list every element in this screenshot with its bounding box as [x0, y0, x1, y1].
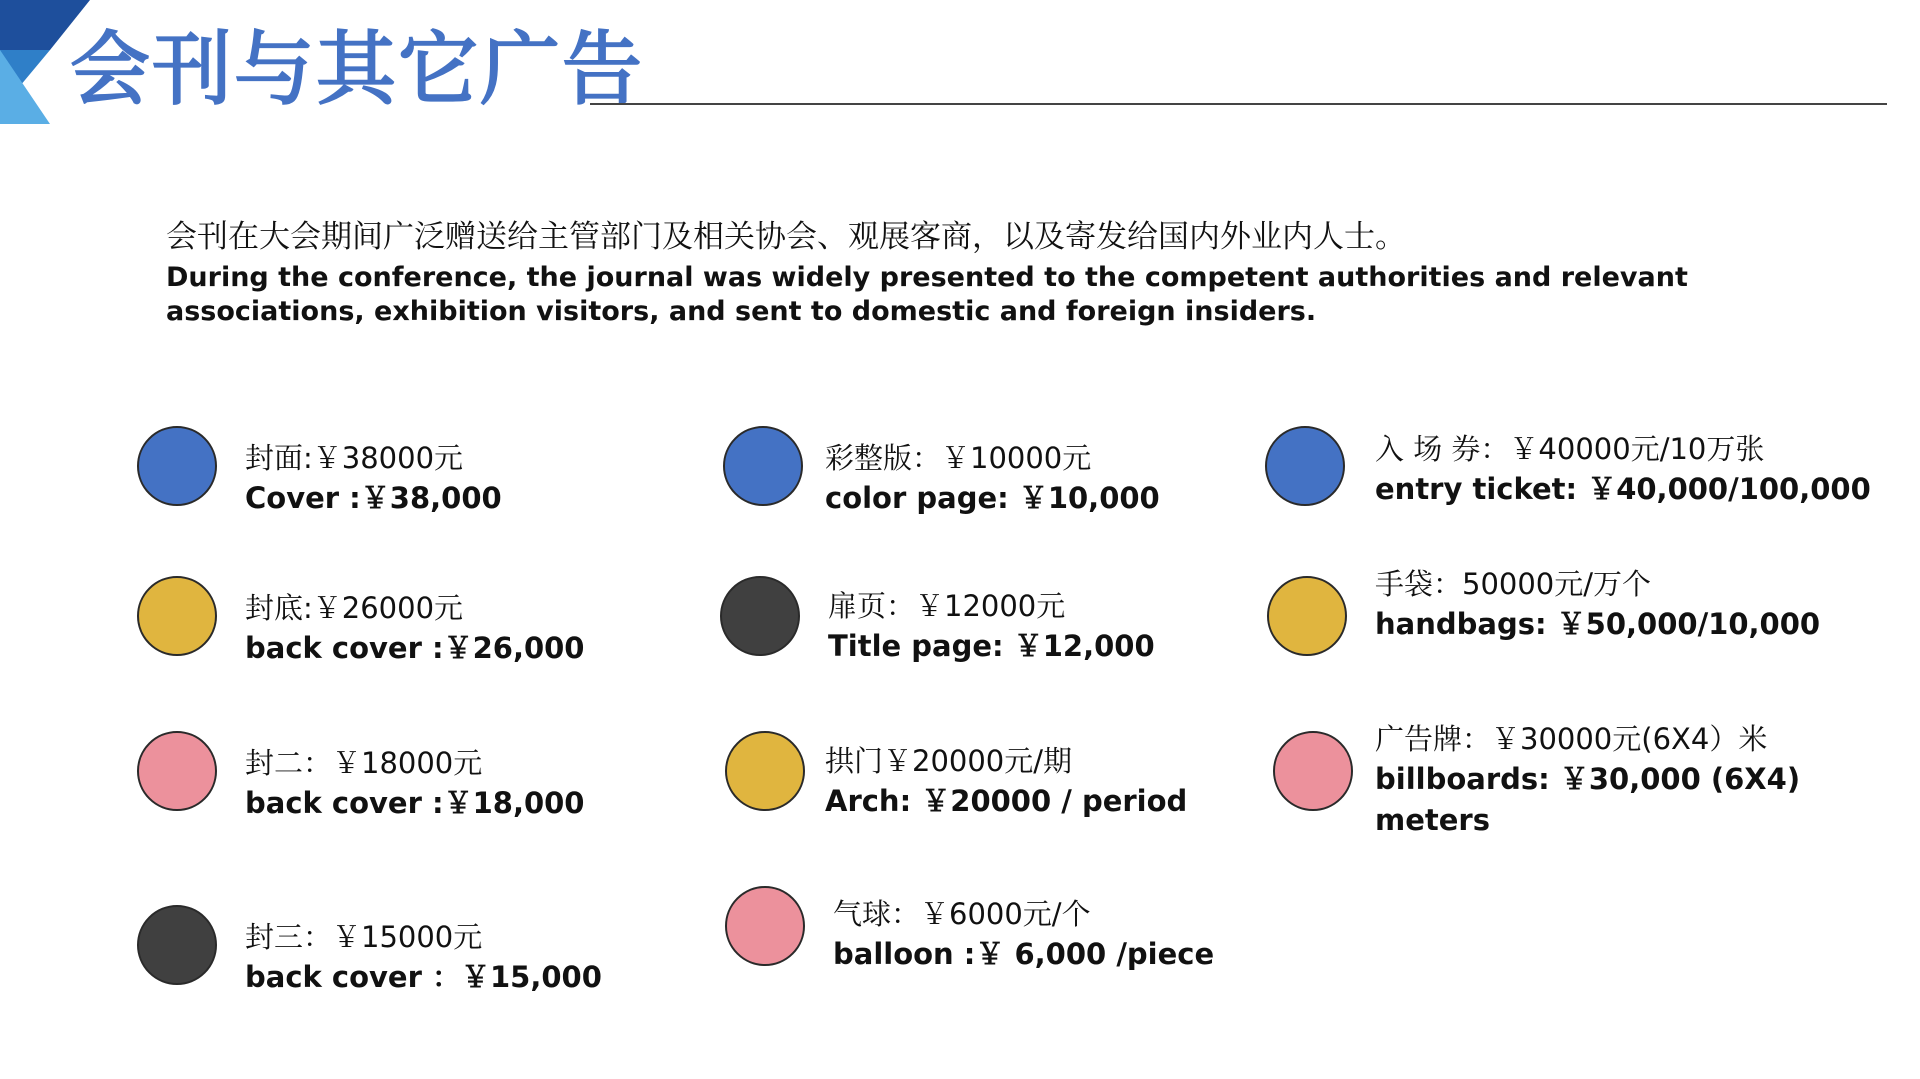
ad-item-label-cn: 封三：￥15000元 — [245, 920, 483, 954]
color-dot — [720, 576, 800, 656]
color-dot — [137, 905, 217, 985]
intro-text-cn: 会刊在大会期间广泛赠送给主管部门及相关协会、观展客商，以及寄发给国内外业内人士。 — [166, 219, 1406, 255]
title-divider — [590, 103, 1887, 105]
intro-text-en: During the conference, the journal was widely presented to the competent authorities and relevant associations, exhibition visitors, and sent to domestic and foreign insiders. — [166, 261, 1688, 328]
ad-item-label-cn: 封二：￥18000元 — [245, 746, 483, 780]
ad-item-label-cn: 广告牌：￥30000元(6X4）米 — [1375, 722, 1768, 756]
ad-item-label-en: back cover ：￥15,000 — [245, 960, 602, 994]
color-dot — [137, 426, 217, 506]
ad-item-label-en: billboards: ￥30,000 (6X4) — [1375, 762, 1801, 796]
ad-item-label-cn: 拱门￥20000元/期 — [825, 744, 1073, 778]
intro-block — [166, 218, 1886, 329]
ad-item-label-en: back cover :￥26,000 — [245, 631, 585, 665]
ad-item-label-en: Cover :￥38,000 — [245, 481, 502, 515]
color-dot — [1273, 731, 1353, 811]
color-dot — [725, 731, 805, 811]
ad-item-label-en-line2: meters — [1375, 803, 1490, 837]
ad-item-label-en: color page: ￥10,000 — [825, 481, 1160, 515]
ad-item-label-en: handbags: ￥50,000/10,000 — [1375, 607, 1821, 641]
color-dot — [725, 886, 805, 966]
ad-item-label-en: entry ticket: ￥40,000/100,000 — [1375, 472, 1871, 506]
page-title: 会刊与其它广告 — [70, 23, 644, 116]
ad-item-label-en: back cover :￥18,000 — [245, 786, 585, 820]
color-dot — [1265, 426, 1345, 506]
ad-item-label-cn: 手袋：50000元/万个 — [1375, 567, 1652, 601]
ad-item-label-cn: 入 场 券：￥40000元/10万张 — [1375, 432, 1765, 466]
ad-item-label-en: Title page: ￥12,000 — [828, 629, 1155, 663]
ad-item-label-cn: 封面:￥38000元 — [245, 441, 464, 475]
color-dot — [1267, 576, 1347, 656]
color-dot — [137, 576, 217, 656]
ad-item-label-en: Arch: ￥20000 / period — [825, 784, 1188, 818]
ad-item-label-cn: 封底:￥26000元 — [245, 591, 464, 625]
color-dot — [723, 426, 803, 506]
ad-item-label-cn: 气球：￥6000元/个 — [833, 897, 1091, 931]
ad-item-label-en: balloon :￥ 6,000 /piece — [833, 937, 1215, 971]
ad-item-label-cn: 彩整版：￥10000元 — [825, 441, 1092, 475]
color-dot — [137, 731, 217, 811]
ad-item-label-cn: 扉页：￥12000元 — [828, 589, 1066, 623]
